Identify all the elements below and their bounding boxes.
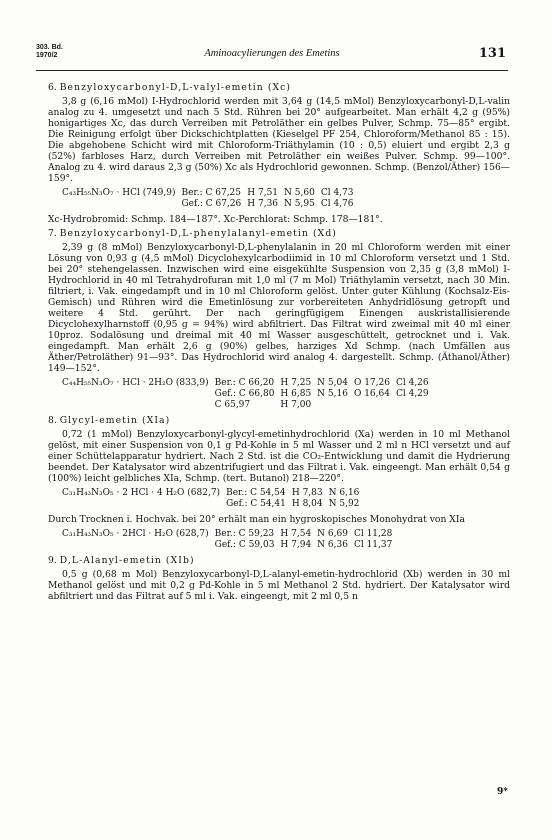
analysis-row: [62, 540, 398, 551]
note: Xc-Hydrobromid: Schmp. 184—187°. Xc-Perchlorat: Schmp. 178—181°.: [48, 214, 383, 225]
analysis-cell: [62, 199, 181, 210]
analysis-cell: H 8,04: [291, 499, 323, 509]
analysis-cell: N 6,69: [317, 529, 348, 539]
analysis-cell: H 7,51: [247, 188, 279, 198]
section: [48, 555, 510, 602]
analysis-cell: Cl 4,26: [395, 378, 429, 388]
page-header: [36, 44, 508, 72]
analysis-cell: O 17,26: [353, 378, 390, 388]
analysis-row: [62, 529, 398, 540]
section-heading: [48, 82, 510, 93]
volume-number: 303. Bd.: [36, 44, 63, 51]
analysis-row: [62, 488, 365, 499]
section-heading: [48, 415, 510, 426]
paragraph: 2,39 g (8 mMol) Benzyloxycarbonyl-D,L-phenylalanin in 20 ml Chloroform werden mit einer Lösung von 0,93 g (4,5 mMol) Dicyclohexylcarbodiimid in 10 ml Chloroform versetzt und 1 Std. bei 20° stehengelassen. Inzwischen wird eine eisgekühlte Suspension von 2,35 g (3,8 mMol) I-Hydrochlorid in 40 ml Tetrahydrofuran mit 1,0 ml (7 m Mol) Triäthylamin versetzt, nach 30 Min. filtriert, i. Vak. eingedampft und in 10 ml Chloroform gelöst. Unter guter Kühlung (Kochsalz-Eis-Gemisch) und Rühren wird die Emetinlösung zur vorbereiteten Anhydridlösung getropft und weitere 4 Std. gerührt. Der nach geringfügigem Einengen auskristallisierende Dicyclohexylharnstoff (0,95 g = 94%) wird abfiltriert. Das Filtrat wird zweimal mit 40 ml einer 10proz. Sodalösung und dreimal mit 40 ml Wasser ausgeschüttelt, getrocknet und i. Vak. eingedampft. Man erhält 2,6 g (90%) gelbes, harziges Xd Schmp. (nach Umfällen aus Äther/Petroläther) 91—93°. Das Hydrochlorid wird analog 4. dargestellt. Schmp. (Äthanol/Äther) 149—152°.: [48, 242, 510, 374]
analysis-cell: [317, 400, 354, 411]
analysis-cell: H 7,25: [280, 378, 312, 388]
analysis-cell: Cl 11,37: [353, 540, 393, 550]
analysis-row: [62, 188, 359, 199]
analysis-table: [62, 378, 435, 411]
analysis-cell: Cl 11,28: [353, 529, 393, 539]
analysis-cell: Gef.: C 54,41: [226, 499, 286, 509]
analysis-cell: Cl 4,29: [395, 389, 429, 399]
analysis-cell: N 5,95: [284, 199, 315, 209]
analysis-cell: N 5,92: [328, 499, 360, 509]
analysis-cell: H 7,36: [247, 199, 279, 209]
section-title: Benzyloxycarbonyl-D,L-phenylalanyl-emetin (Xd): [59, 228, 337, 239]
note: Durch Trocknen i. Hochvak. bei 20° erhält man ein hygroskopisches Monohydrat von XIa: [48, 514, 465, 525]
analysis-row: [62, 400, 435, 411]
analysis-cell: N 5,60: [284, 188, 315, 198]
section-title: Benzyloxycarbonyl-D,L-valyl-emetin (Xc): [59, 82, 292, 93]
paragraph: 0,5 g (0,68 m Mol) Benzyloxycarbonyl-D,L-alanyl-emetin-hydrochlorid (Xb) werden in 30 ml Methanol gelöst und mit 0,2 g Pd-Kohle in 5 ml Methanol 2 Std. hydriert. Der Katalysator wird abfiltriert und das Filtrat auf 5 ml i. Vak. eingeengt, mit 2 ml 0,5 n: [48, 569, 510, 602]
analysis-cell: O 16,64: [353, 389, 390, 399]
analysis-cell: C 65,97: [214, 400, 251, 410]
section-title: Glycyl-emetin (XIa): [59, 415, 171, 426]
analysis-row: [62, 389, 435, 400]
section-title: D,L-Alanyl-emetin (XIb): [59, 555, 195, 566]
analysis-cell: N 6,36: [317, 540, 348, 550]
analysis-cell: [354, 400, 396, 411]
analysis-cell: [62, 400, 215, 411]
analysis-cell: C₃₁H₄₃N₃O₅ · 2 HCl · 4 H₂O (682,7): [62, 488, 221, 498]
analysis-cell: N 5,04: [317, 378, 348, 388]
analysis-cell: Gef.: C 67,26: [181, 199, 242, 209]
paragraph: 0,72 (1 mMol) Benzyloxycarbonyl-glycyl-emetinhydrochlorid (Xa) werden in 10 ml Methanol gelöst, mit einer Suspension von 0,1 g Pd-Kohle in 5 ml Wasser und 2 ml n HCl versetzt und auf einer Schüttelapparatur hydriert. Nach 2 Std. ist die CO₂-Entwicklung und damit die Hydrierung beendet. Der Katalysator wird abzentrifugiert und das Filtrat i. Vak. eingeengt. Man erhält 0,54 g (100%) leicht gelbliches XIa, Schmp. (tert. Butanol) 218—220°.: [48, 429, 510, 484]
analysis-cell: Gef.: C 66,80: [214, 389, 275, 399]
section-heading: [48, 555, 510, 566]
analysis-cell: [62, 540, 215, 551]
analysis-cell: N 6,16: [328, 488, 360, 498]
analysis-row: [62, 378, 435, 389]
analysis-cell: C₄₃H₅₅N₃O₇ · HCl (749,9): [62, 188, 176, 198]
analysis-cell: H 7,83: [291, 488, 323, 498]
section-number: 9.: [48, 555, 57, 566]
analysis-table: [62, 188, 359, 210]
analysis-cell: H 7,54: [280, 529, 312, 539]
section-number: 8.: [48, 415, 57, 426]
analysis-cell: N 5,16: [317, 389, 348, 399]
analysis-cell: Gef.: C 59,03: [214, 540, 275, 550]
analysis-cell: [62, 389, 215, 400]
analysis-cell: Ber.: C 66,20: [214, 378, 275, 388]
section-number: 6.: [48, 82, 57, 93]
analysis-cell: H 7,94: [280, 540, 312, 550]
analysis-cell: Ber.: C 67,25: [181, 188, 242, 198]
analysis-table: [62, 488, 365, 510]
analysis-cell: H 6,85: [280, 389, 312, 399]
analysis-table: [62, 529, 398, 551]
section-heading: [48, 228, 510, 239]
header-rule: [36, 70, 508, 71]
analysis-cell: H 7,00: [280, 400, 312, 410]
section: [48, 415, 510, 551]
paragraph: 3,8 g (6,16 mMol) I-Hydrochlorid werden mit 3,64 g (14,5 mMol) Benzyloxycarbonyl-D,L-valin analog zu 4. umgesetzt und nach 5 Std. Rühren bei 20° aufgearbeitet. Man erhält 4,2 g (95%) honigartiges Xc, das durch Verreiben mit Petroläther ein gelbes Pulver, Schmp. 75—85° ergibt. Die Reinigung erfolgt über Dickschichtplatten (Kieselgel PF 254, Chloroform/Methanol 85 : 15). Die abgehobene Schicht wird mit Chloroform-Triäthylamin (10 : 0,5) eluiert und ergibt 2,3 g (52%) farbloses Harz, durch Verreiben mit Petroläther ein weißes Pulver. Schmp. 99—100°. Analog zu 4. wird daraus 2,3 g (50%) Xc als Hydrochlorid gewonnen. Schmp. (Benzol/Äther) 156—159°.: [48, 96, 510, 184]
signature-mark: 9*: [497, 787, 508, 797]
running-title: Aminoacylierungen des Emetins: [204, 48, 340, 59]
analysis-cell: [396, 400, 435, 411]
article-body: [48, 82, 510, 602]
section: [48, 228, 510, 411]
section-number: 7.: [48, 228, 57, 239]
analysis-cell: [62, 499, 226, 510]
analysis-cell: C₄₄H₅₅N₃O₇ · HCl · 2H₂O (833,9): [62, 378, 209, 388]
page-number: 131: [478, 46, 506, 61]
analysis-cell: Ber.: C 59,23: [214, 529, 275, 539]
analysis-row: [62, 199, 359, 210]
analysis-row: [62, 499, 365, 510]
analysis-cell: Cl 4,73: [320, 188, 354, 198]
analysis-cell: C₃₁H₄₃N₃O₅ · 2HCl · H₂O (628,7): [62, 529, 209, 539]
analysis-cell: Cl 4,76: [320, 199, 354, 209]
volume-year: 1970/2: [36, 52, 58, 59]
section: [48, 82, 510, 225]
analysis-cell: Ber.: C 54,54: [226, 488, 286, 498]
